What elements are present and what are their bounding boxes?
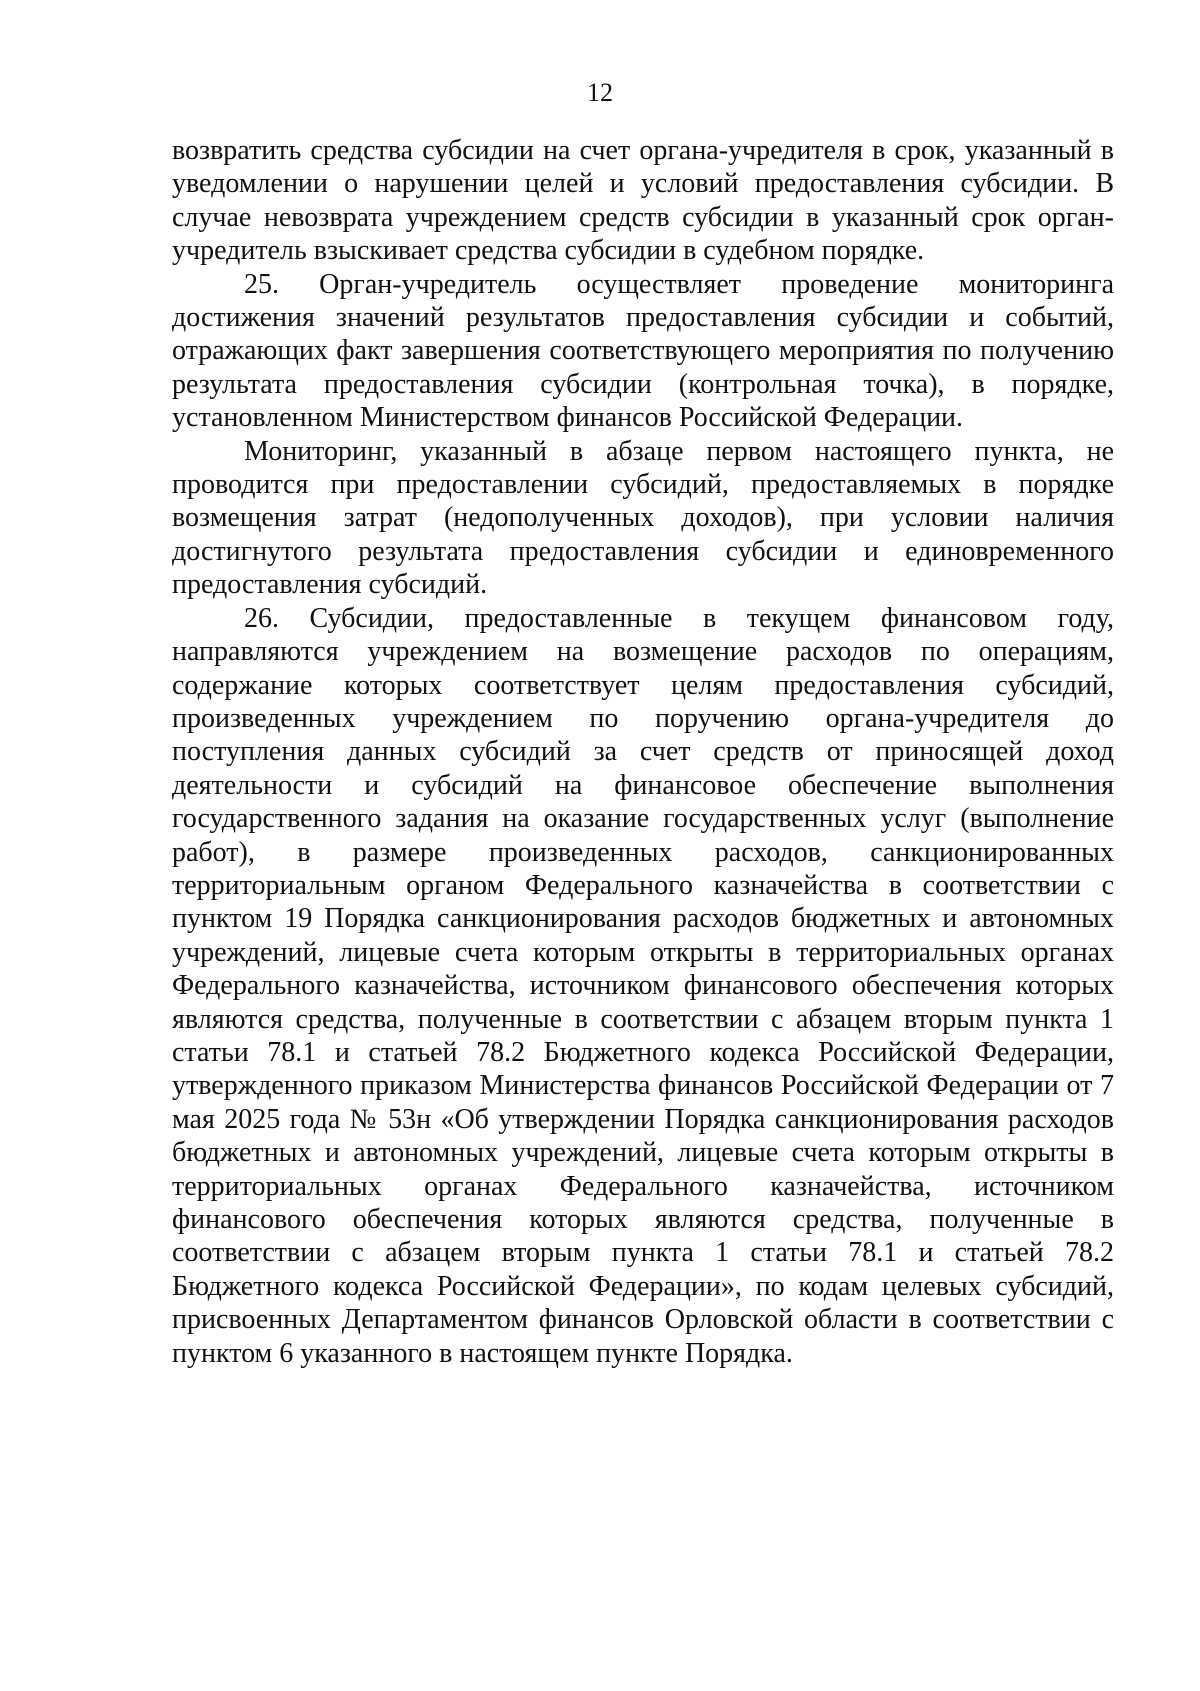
page-number: 12 [587,78,613,107]
paragraph-item-25: 25. Орган-учредитель осуществляет проведение мониторинга достижения значений результатов предоставления субсидии и событий, отражающих факт завершения соответствующего мероприятия по получению результата предоставления субсидии (контрольная точка), в порядке, установленном Министерством финансов Российской Федерации. [172,268,1114,434]
paragraph-continuation: возвратить средства субсидии на счет органа-учредителя в срок, указанный в уведомлении о нарушении целей и условий предоставления субсидии. В случае невозврата учреждением средств субсидии в указанный срок орган-учредитель взыскивает средства субсидии в судебном порядке. [172,135,1114,267]
paragraph-item-26: 26. Субсидии, предоставленные в текущем финансовом году, направляются учреждением на возмещение расходов по операциям, содержание которых соответствует целям предоставления субсидий, произведенных учреждением по поручению органа-учредителя до поступления данных субсидий за счет средств от приносящей доход деятельности и субсидий на финансовое обеспечение выполнения государственного задания на оказание государственных услуг (выполнение работ), в размере произведенных расходов, санкционированных территориальным органом Федерального казначейства в соответствии с пунктом 19 Порядка санкционирования расходов бюджетных и автономных учреждений, лицевые счета которым открыты в территориальных органах Федерального казначейства, источником финансового обеспечения которых являются средства, полученные в соответствии с абзацем вторым пункта 1 статьи 78.1 и статьей 78.2 Бюджетного кодекса Российской Федерации, утвержденного приказом Министерства финансов Российской Федерации от 7 мая 2025 года № 53н «Об утверждении Порядка санкционирования расходов бюджетных и автономных учреждений, лицевые счета которым открыты в территориальных органах Федерального казначейства, источником финансового обеспечения которых являются средства, полученные в соответствии с абзацем вторым пункта 1 статьи 78.1 и статьей 78.2 Бюджетного кодекса Российской Федерации», по кодам целевых субсидий, присвоенных Департаментом финансов Орловской области в соответствии с пунктом 6 указанного в настоящем пункте Порядка. [172,602,1114,1369]
document-body [172,134,1114,1370]
paragraph-monitoring: Мониторинг, указанный в абзаце первом настоящего пункта, не проводится при предоставлении субсидий, предоставляемых в порядке возмещения затрат (недополученных доходов), при условии наличия достигнутого результата предоставления субсидии и единовременного предоставления субсидий. [172,435,1114,601]
